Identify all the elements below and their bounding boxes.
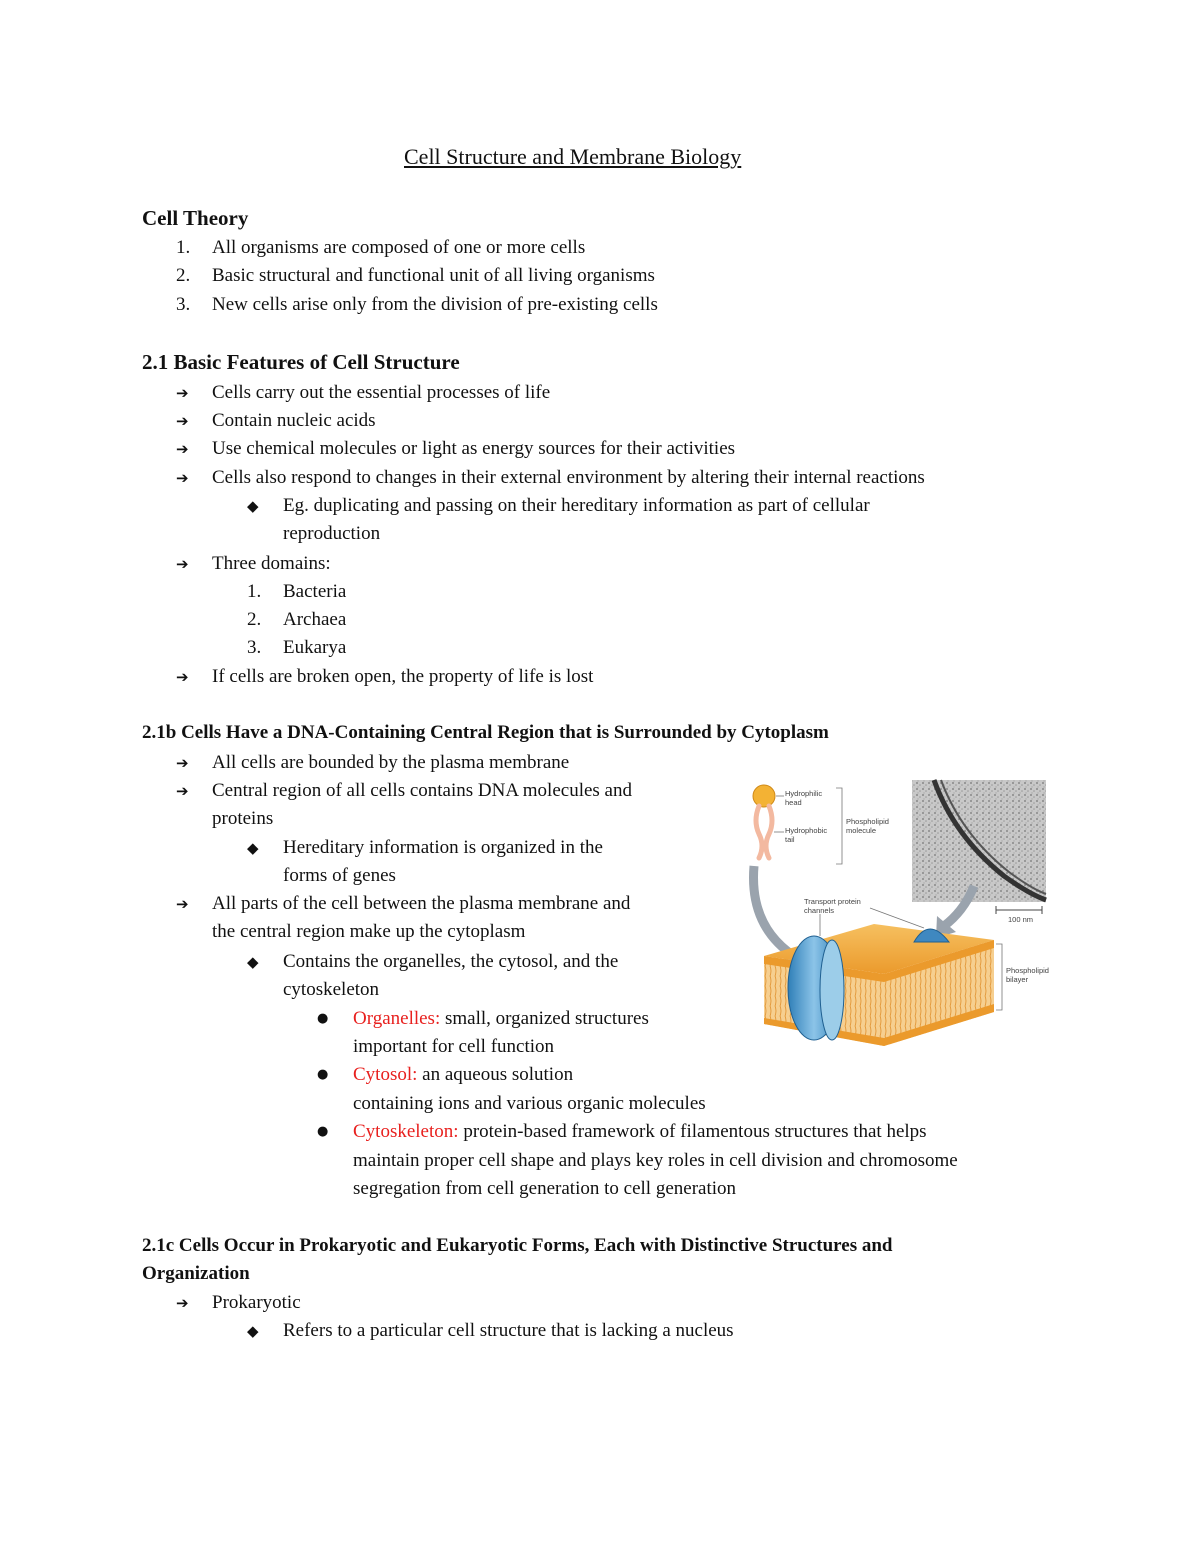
bullet-text: Central region of all cells contains DNA molecules and: [212, 780, 632, 801]
domain-item: Bacteria: [283, 581, 347, 602]
section-heading-2-1: 2.1 Basic Features of Cell Structure: [142, 350, 460, 374]
diamond-bullet-icon: ◆: [247, 497, 259, 515]
numbered-item-number: 1.: [176, 237, 191, 258]
arrow-bullet-icon: ➔: [176, 384, 189, 402]
cytosol-text: an aqueous solution: [422, 1064, 574, 1085]
term-cytosol: Cytosol:: [353, 1064, 418, 1085]
section-heading-2-1c: 2.1c Cells Occur in Prokaryotic and Eukaryotic Forms, Each with Distinctive Structures and: [142, 1235, 893, 1256]
domain-number: 2.: [247, 609, 262, 630]
phospholipid-bilayer-label: Phospholipid: [1006, 966, 1049, 975]
cytosol-definition: [353, 1065, 573, 1084]
transport-protein-label-cont: channels: [804, 906, 835, 915]
bullet-text: Cells carry out the essential processes of life: [212, 382, 551, 403]
arrow-bullet-icon: ➔: [176, 668, 189, 686]
phospholipid-molecule-label-cont: molecule: [846, 826, 877, 835]
numbered-item: Basic structural and functional unit of all living organisms: [212, 265, 655, 286]
circle-bullet-icon: ●: [317, 1067, 329, 1082]
page-title: Cell Structure and Membrane Biology: [404, 144, 742, 169]
arrow-bullet-icon: ➔: [176, 895, 189, 913]
phospholipid-bilayer-label-cont: bilayer: [1006, 975, 1029, 984]
arrow-left-icon: [754, 866, 795, 956]
bullet-text: Contain nucleic acids: [212, 410, 376, 431]
phospholipid-molecule-label: Phospholipid: [846, 817, 889, 826]
term-cytoskeleton: Cytoskeleton:: [353, 1121, 459, 1142]
bullet-text: Cells also respond to changes in their external environment by altering their internal reactions: [212, 467, 925, 488]
sub-bullet-text: Refers to a particular cell structure that is lacking a nucleus: [283, 1320, 734, 1341]
sub-bullet-text: Hereditary information is organized in the: [283, 837, 603, 858]
sub-bullet-text: Eg. duplicating and passing on their hereditary information as part of cellular: [283, 495, 870, 516]
arrow-bullet-icon: ➔: [176, 1294, 189, 1312]
organelles-definition: [353, 1009, 649, 1028]
arrow-bullet-icon: ➔: [176, 440, 189, 458]
arrow-bullet-icon: ➔: [176, 754, 189, 772]
arrow-bullet-icon: ➔: [176, 412, 189, 430]
transport-protein-label: Transport protein: [804, 897, 861, 906]
phospholipid-molecule-icon: [753, 785, 775, 858]
section-heading-2-1b: 2.1b Cells Have a DNA-Containing Central Region that is Surrounded by Cytoplasm: [142, 722, 829, 743]
hydrophobic-label: Hydrophobic: [785, 826, 828, 835]
arrow-bullet-icon: ➔: [176, 555, 189, 573]
sub-bullet-text-cont: reproduction: [283, 523, 381, 544]
circle-bullet-icon: ●: [317, 1124, 329, 1139]
bullet-text: Three domains:: [212, 553, 331, 574]
organelles-text: small, organized structures: [445, 1008, 649, 1029]
numbered-item-number: 3.: [176, 294, 191, 315]
numbered-item: New cells arise only from the division of pre-existing cells: [212, 294, 658, 315]
bullet-text: Prokaryotic: [212, 1292, 301, 1313]
section-heading-2-1c-cont: Organization: [142, 1263, 250, 1284]
hydrophilic-label-cont: head: [785, 798, 802, 807]
arrow-bullet-icon: ➔: [176, 782, 189, 800]
bullet-text-cont: proteins: [212, 808, 274, 829]
bullet-text-cont: the central region make up the cytoplasm: [212, 921, 526, 942]
section-heading-cell-theory: Cell Theory: [142, 206, 249, 230]
scale-bar-label: 100 nm: [1008, 915, 1034, 924]
sub-bullet-text-cont: forms of genes: [283, 865, 396, 886]
bullet-text: All cells are bounded by the plasma membrane: [212, 752, 570, 773]
cytoskeleton-text-cont: segregation from cell generation to cell generation: [353, 1178, 737, 1199]
domain-number: 3.: [247, 637, 262, 658]
circle-bullet-icon: ●: [317, 1011, 329, 1026]
numbered-item-number: 2.: [176, 265, 191, 286]
cytoskeleton-definition: [353, 1122, 927, 1141]
diamond-bullet-icon: ◆: [247, 953, 259, 971]
hydrophilic-label: Hydrophilic: [785, 789, 823, 798]
cytosol-text-cont: containing ions and various organic molecules: [353, 1093, 706, 1114]
domain-number: 1.: [247, 581, 262, 602]
sub-bullet-text-cont: cytoskeleton: [283, 979, 380, 1000]
domain-item: Eukarya: [283, 637, 347, 658]
bullet-text: All parts of the cell between the plasma membrane and: [212, 893, 631, 914]
bullet-text: Use chemical molecules or light as energy sources for their activities: [212, 438, 736, 459]
electron-micrograph: [912, 780, 1046, 902]
diamond-bullet-icon: ◆: [247, 1322, 259, 1340]
hydrophobic-label-cont: tail: [785, 835, 795, 844]
diamond-bullet-icon: ◆: [247, 839, 259, 857]
domain-item: Archaea: [283, 609, 347, 630]
membrane-figure: [724, 776, 1064, 1056]
numbered-item: All organisms are composed of one or more cells: [212, 237, 586, 258]
cytoskeleton-text: protein-based framework of filamentous structures that helps: [463, 1121, 927, 1142]
arrow-bullet-icon: ➔: [176, 469, 189, 487]
term-organelles: Organelles:: [353, 1008, 441, 1029]
organelles-text-cont: important for cell function: [353, 1036, 555, 1057]
sub-bullet-text: Contains the organelles, the cytosol, and the: [283, 951, 619, 972]
bullet-text: If cells are broken open, the property of life is lost: [212, 666, 594, 687]
cytoskeleton-text-cont: maintain proper cell shape and plays key roles in cell division and chromosome: [353, 1150, 958, 1171]
